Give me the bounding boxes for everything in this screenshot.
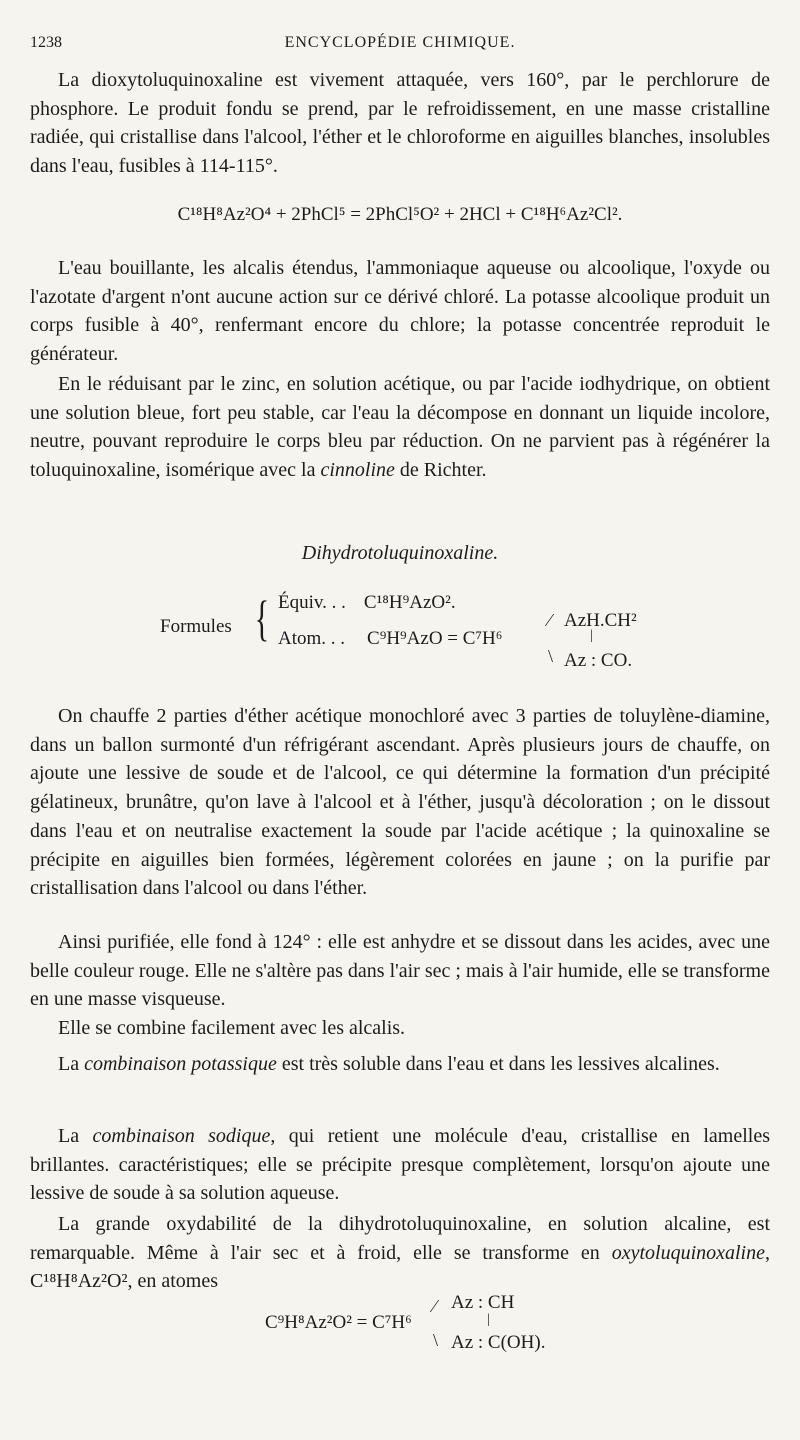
branch-top: AzH.CH²: [564, 610, 637, 631]
paragraph-1: La dioxytoluquinoxaline est vivement attaquée, vers 160°, par le perchlorure de phosphore. Le produit fondu se prend, par le refroidissement, en une masse cristalline radiée, qui cristallise dans l'alcool, l'éther et le chloroforme en aiguilles blanches, insolubles dans l'eau, fusibles à 114-115°.: [30, 69, 770, 178]
bond-line: ⁄: [433, 1296, 437, 1316]
structure-left: C⁹H⁸Az²O² = C⁷H⁶: [265, 1312, 412, 1333]
page-number: 1238: [30, 34, 62, 51]
branch-bottom: Az : C(OH).: [451, 1332, 546, 1353]
formula-atom: Atom. . . C⁹H⁹AzO = C⁷H⁶: [278, 628, 503, 649]
branch-top: Az : CH: [451, 1292, 515, 1313]
paragraph-3: En le réduisant par le zinc, en solution acétique, ou par l'acide iodhydrique, on obtient une solution bleue, fort peu stable, car l'eau la décompose en donnant un liquide incolore, neutre, pouvant reproduire le corps bleu par réduction. On ne parvient pas à régénérer la toluquinoxaline, isomérique avec la cinnoline de Richter.: [30, 373, 770, 482]
paragraph-6: Elle se combine facilement avec les alcalis.: [58, 1017, 406, 1039]
paragraph-5: Ainsi purifiée, elle fond à 124° : elle est anhydre et se dissout dans les acides, avec une belle couleur rouge. Elle ne s'altère pas dans l'air sec ; mais à l'air humide, elle se transforme en une masse visqueuse.: [30, 931, 770, 1011]
structure-oxytoluquinoxaline: [265, 1292, 565, 1362]
paragraph-2: L'eau bouillante, les alcalis étendus, l'ammoniaque aqueuse ou alcoolique, l'oxyde ou l'azotate d'argent n'ont aucune action sur ce dérivé chloré. La potasse alcoolique produit un corps fusible à 40°, renfermant encore du chlore; la potasse concentrée reproduit le générateur.: [30, 257, 770, 366]
formula-equiv: Équiv. . . C¹⁸H⁹AzO².: [278, 592, 456, 613]
bond-line: ⁄: [548, 610, 552, 630]
paragraph-7: La combinaison potassique est très soluble dans l'eau et dans les lessives alcalines.: [58, 1053, 720, 1075]
running-title: ENCYCLOPÉDIE CHIMIQUE.: [284, 34, 516, 51]
brace-symbol: {: [254, 590, 270, 646]
paragraph-4: On chauffe 2 parties d'éther acétique monochloré avec 3 parties de toluylène-diamine, dans un ballon surmonté d'un réfrigérant ascendant. Après plusieurs jours de chauffe, on ajoute une lessive de soude et de l'alcool, ce qui détermine la formation d'un précipité gélatineux, brunâtre, qu'on lave à l'alcool et à l'éther, jusqu'à décoloration ; on le dissout dans l'eau et on neutralise exactement la soude par l'acide acétique ; la quinoxaline se précipite en aiguilles bien formées, légèrement colorées en jaune ; on la purifie par cristallisation dans l'alcool ou dans l'éther.: [30, 705, 770, 900]
equation-perchlorure: C¹⁸H⁸Az²O⁴ + 2PhCl⁵ = 2PhCl⁵O² + 2HCl + C¹⁸H⁶Az²Cl².: [177, 204, 623, 225]
bond-line: |: [590, 628, 593, 643]
bond-line: \: [548, 646, 554, 666]
formulas-label: Formules: [160, 616, 232, 637]
paragraph-9: La grande oxydabilité de la dihydrotoluquinoxaline, en solution alcaline, est remarquable. Même à l'air sec et à froid, elle se transforme en oxytoluquinoxaline, C¹⁸H⁸Az²O², en atomes: [30, 1213, 770, 1293]
bond-line: \: [433, 1330, 439, 1350]
paragraph-8: La combinaison sodique, qui retient une molécule d'eau, cristallise en lamelles brillantes. caractéristiques; elle se précipite presque complètement, lorsqu'on ajoute une lessive de soude à sa solution aqueuse.: [30, 1125, 771, 1205]
section-title: Dihydrotoluquinoxaline.: [301, 542, 499, 564]
formulas-block: [160, 588, 680, 680]
bond-line: |: [487, 1312, 490, 1327]
branch-bottom: Az : CO.: [564, 650, 633, 671]
page-header: [30, 34, 770, 58]
